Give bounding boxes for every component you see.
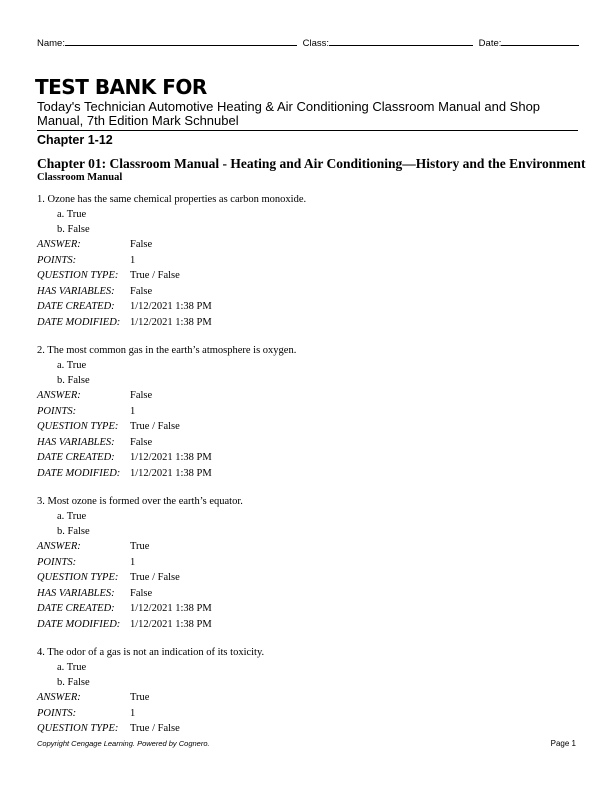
answer-row [37, 237, 582, 253]
option-a: a. True [57, 511, 87, 522]
question-type-row [37, 570, 582, 586]
date-modified-label: DATE MODIFIED: [37, 467, 121, 479]
date-created-row [37, 601, 582, 617]
question-type-label: QUESTION TYPE: [37, 723, 119, 734]
has-variables-value: False [130, 436, 153, 448]
has-variables-row [37, 586, 582, 602]
question-type-row [37, 268, 582, 284]
question-type-label: QUESTION TYPE: [37, 572, 119, 583]
class-label: Class: [302, 38, 330, 49]
question-type-value: True / False [130, 723, 180, 734]
has-variables-row [37, 284, 582, 300]
option-b: b. False [57, 526, 90, 537]
answer-label: ANSWER: [37, 239, 81, 250]
points-label: POINTS: [37, 254, 77, 266]
answer-value: True [130, 692, 150, 703]
section-title: Classroom Manual [37, 172, 123, 183]
date-label: Date: [478, 38, 502, 49]
question-type-label: QUESTION TYPE: [37, 270, 119, 281]
answer-row [37, 388, 582, 404]
date-created-value: 1/12/2021 1:38 PM [130, 301, 212, 312]
page-number: Page 1 [550, 739, 576, 748]
copyright-footer: Copyright Cengage Learning. Powered by Cognero. [37, 739, 210, 748]
points-row [37, 404, 582, 420]
question-type-value: True / False [130, 270, 180, 281]
chapter-range: Chapter 1-12 [37, 133, 113, 147]
has-variables-value: False [130, 285, 153, 297]
has-variables-label: HAS VARIABLES: [37, 436, 115, 448]
question-1 [37, 192, 582, 330]
header-fields [37, 36, 579, 49]
date-created-value: 1/12/2021 1:38 PM [130, 452, 212, 463]
class-blank [329, 36, 473, 46]
points-row [37, 555, 582, 571]
question-stem: 4. The odor of a gas is not an indication of its toxicity. [37, 647, 265, 658]
points-label: POINTS: [37, 405, 77, 417]
book-title: Today's Technician Automotive Heating & Air Conditioning Classroom Manual and Shop Manual, 7th Edition Mark Schnubel [37, 99, 541, 128]
question-type-value: True / False [130, 572, 180, 583]
test-bank-banner: TEST BANK FOR [35, 75, 207, 99]
date-created-label: DATE CREATED: [37, 603, 115, 614]
title-divider [37, 130, 578, 131]
has-variables-label: HAS VARIABLES: [37, 587, 115, 599]
points-value: 1 [130, 707, 136, 719]
has-variables-value: False [130, 587, 153, 599]
answer-label: ANSWER: [37, 692, 81, 703]
answer-row [37, 539, 582, 555]
points-row [37, 706, 582, 722]
question-type-row [37, 721, 582, 737]
answer-label: ANSWER: [37, 390, 81, 401]
points-label: POINTS: [37, 707, 77, 719]
date-created-label: DATE CREATED: [37, 301, 115, 312]
points-row [37, 253, 582, 269]
date-created-value: 1/12/2021 1:38 PM [130, 603, 212, 614]
question-2 [37, 343, 582, 481]
points-value: 1 [130, 556, 136, 568]
has-variables-label: HAS VARIABLES: [37, 285, 115, 297]
question-type-value: True / False [130, 421, 180, 432]
points-value: 1 [130, 405, 136, 417]
date-modified-value: 1/12/2021 1:38 PM [130, 467, 212, 479]
date-modified-value: 1/12/2021 1:38 PM [130, 618, 212, 630]
question-stem: 1. Ozone has the same chemical properties as carbon monoxide. [37, 194, 307, 205]
name-label: Name: [37, 38, 65, 49]
has-variables-row [37, 435, 582, 451]
option-a: a. True [57, 360, 87, 371]
points-label: POINTS: [37, 556, 77, 568]
date-created-label: DATE CREATED: [37, 452, 115, 463]
option-a: a. True [57, 209, 87, 220]
date-modified-row [37, 466, 582, 482]
answer-row [37, 690, 582, 706]
points-value: 1 [130, 254, 136, 266]
option-b: b. False [57, 224, 90, 235]
question-stem: 3. Most ozone is formed over the earth’s equator. [37, 496, 243, 507]
date-modified-row [37, 617, 582, 633]
date-modified-label: DATE MODIFIED: [37, 618, 121, 630]
date-created-row [37, 450, 582, 466]
option-b: b. False [57, 375, 90, 386]
date-blank [501, 36, 579, 46]
answer-value: False [130, 390, 153, 401]
option-a: a. True [57, 662, 87, 673]
question-type-label: QUESTION TYPE: [37, 421, 119, 432]
date-modified-label: DATE MODIFIED: [37, 316, 121, 328]
option-b: b. False [57, 677, 90, 688]
question-stem: 2. The most common gas in the earth’s atmosphere is oxygen. [37, 345, 297, 356]
date-modified-value: 1/12/2021 1:38 PM [130, 316, 212, 328]
question-type-row [37, 419, 582, 435]
answer-value: True [130, 541, 150, 552]
answer-value: False [130, 239, 153, 250]
name-blank [65, 36, 297, 46]
chapter-title: Chapter 01: Classroom Manual - Heating and Air Conditioning—History and the Environment [37, 156, 586, 171]
question-3 [37, 494, 582, 632]
date-modified-row [37, 315, 582, 331]
answer-label: ANSWER: [37, 541, 81, 552]
date-created-row [37, 299, 582, 315]
question-4 [37, 645, 582, 737]
